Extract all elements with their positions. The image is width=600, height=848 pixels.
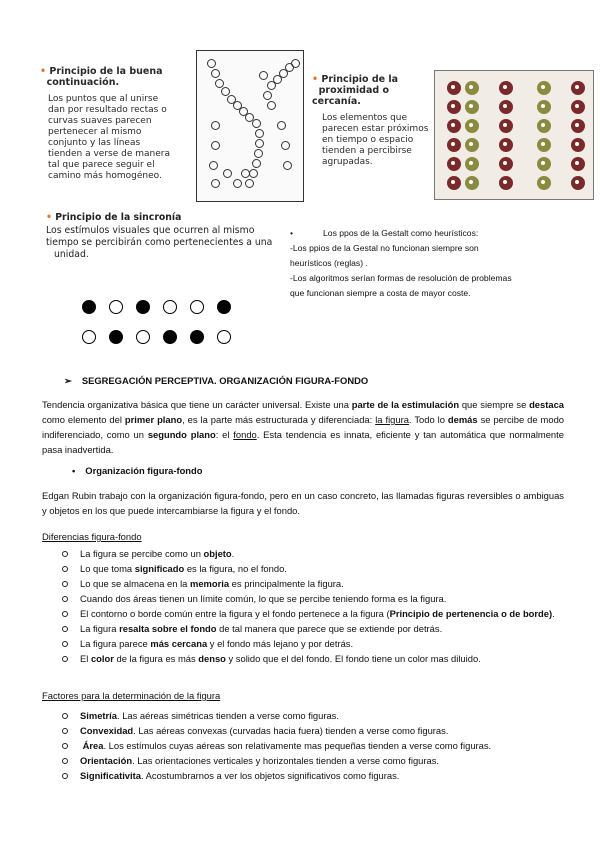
proximity-circle [465, 138, 479, 152]
list-item: El contorno o borde común entre la figura y el fondo pertenece a la figura (Principio de pertenencia o de borde). [42, 606, 572, 621]
proximity-title: • Principio de la proximidad o cercanía. [312, 74, 399, 107]
proximity-circle [537, 157, 551, 171]
list-item: Cuando dos áreas tienen un límite común, lo que se percibe teniendo forma es la figura. [42, 591, 572, 606]
continuation-dot [211, 69, 220, 78]
proximity-figure [434, 70, 594, 200]
proximity-circle [499, 176, 513, 190]
synchrony-dot [82, 330, 96, 344]
continuation-dot [283, 161, 292, 170]
synchrony-dot [136, 330, 150, 344]
synchrony-text-1: Los estímulos visuales que ocurren al mismo [46, 225, 255, 236]
synchrony-dot [109, 300, 123, 314]
continuation-line: conjunto y las líneas [48, 138, 141, 148]
continuation-line: dan por resultado rectas o [48, 105, 167, 115]
proximity-circle [447, 100, 461, 114]
synchrony-title: • Principio de la sincronía [46, 212, 182, 223]
synchrony-dot [217, 330, 231, 344]
proximity-circle [465, 100, 479, 114]
list-item: Orientación. Las orientaciones verticales y horizontales tienden a verse como figuras. [42, 753, 572, 768]
proximity-circle [537, 100, 551, 114]
heuristics-title: • Los ppos de la Gestalt como heurísticos: [290, 228, 479, 238]
proximity-circle [571, 157, 585, 171]
list-item: El color de la figura es más denso y solido que el del fondo. El fondo tiene un color mas diluido. [42, 651, 572, 666]
continuation-dot [233, 179, 242, 188]
list-item: La figura resalta sobre el fondo de tal manera que parece que se extiende por detrás. [42, 621, 572, 636]
list-item: Área. Los estímulos cuyas aéreas son relativamente mas pequeñas tienden a verse como figuras. [42, 738, 572, 753]
intro-paragraph: Tendencia organizativa básica que tiene un carácter universal. Existe una parte de la estimulación que siempre se destaca como elemento del primer plano, es la parte más estructurada y diferenciada: la figura. Todo lo demás se percibe de modo indiferenciado, como un segundo plano: el fondo. Esta tendencia es innata, eficiente y tan automática que normalmente pasa inadvertida. [42, 399, 565, 455]
proximity-caption [312, 74, 437, 168]
continuation-dot [259, 71, 268, 80]
proximity-circle [465, 157, 479, 171]
proximity-circle [499, 100, 513, 114]
continuation-line: tal que parece seguir el [48, 160, 155, 170]
proximity-circle [537, 138, 551, 152]
continuation-dot [211, 121, 220, 130]
synchrony-dot [190, 330, 204, 344]
continuation-caption [40, 66, 195, 182]
continuation-dot [277, 121, 286, 130]
proximity-circle [447, 81, 461, 95]
proximity-line: agrupadas. [322, 157, 373, 167]
continuation-dot [291, 59, 300, 68]
continuation-dot [255, 129, 264, 138]
proximity-line: Los elementos que [322, 113, 408, 123]
continuation-dot [211, 141, 220, 150]
synchrony-dot [163, 300, 177, 314]
continuation-dot [223, 169, 232, 178]
proximity-circle [571, 176, 585, 190]
continuation-line: tienden a verse de manera [48, 149, 170, 159]
continuation-dot [211, 179, 220, 188]
proximity-circle [499, 81, 513, 95]
synchrony-dot [136, 300, 150, 314]
continuation-line: curvas suaves parecen [48, 116, 152, 126]
proximity-circle [571, 100, 585, 114]
heuristics-line-3: -Los algoritmos serían formas de resolución de problemas [290, 273, 512, 283]
heuristics-note [290, 226, 590, 301]
heuristics-line-2: heurísticos (reglas) . [290, 258, 368, 268]
synchrony-text-2: tiempo se percibirán como pertenecientes a una [46, 237, 273, 248]
proximity-circle [537, 81, 551, 95]
arrow-icon: ➢ [64, 375, 72, 386]
synchrony-figure [82, 300, 242, 346]
continuation-dot [267, 101, 276, 110]
continuation-dot [245, 179, 254, 188]
proximity-line: tienden a percibirse [322, 146, 412, 156]
synchrony-dot [82, 300, 96, 314]
continuation-dot [254, 149, 263, 158]
continuation-dot [252, 119, 261, 128]
proximity-circle [447, 119, 461, 133]
continuation-dot [249, 169, 258, 178]
list-item: Significativita. Acostumbrarnos a ver los objetos significativos como figuras. [42, 768, 572, 783]
proximity-circle [537, 176, 551, 190]
synchrony-dot [163, 330, 177, 344]
continuation-dot [241, 169, 250, 178]
proximity-circle [499, 138, 513, 152]
synchrony-dot [190, 300, 204, 314]
continuation-line: pertenecer al mismo [48, 127, 142, 137]
continuation-dot [255, 139, 264, 148]
proximity-line: en tiempo o espacio [322, 135, 414, 145]
factors-list [42, 708, 572, 783]
proximity-circle [465, 119, 479, 133]
proximity-line: parecen estar próximos [322, 124, 429, 134]
proximity-circle [499, 119, 513, 133]
factors-title: Factores para la determinación de la figura [42, 690, 221, 701]
continuation-dot [252, 159, 261, 168]
list-item: La figura parece más cercana y el fondo más lejano y por detrás. [42, 636, 572, 651]
continuation-dot [207, 59, 216, 68]
differences-list [42, 546, 572, 666]
proximity-circle [465, 81, 479, 95]
synchrony-caption [46, 212, 296, 261]
continuation-line: camino más homogéneo. [48, 171, 162, 181]
differences-title: Diferencias figura-fondo [42, 531, 142, 542]
continuation-dot [263, 91, 272, 100]
rubin-paragraph: Edgan Rubin trabajo con la organización figura-fondo, pero en un caso concreto, las llamadas figuras reversibles o ambiguas y objetos en los que puede intercambiarse la figura y el fondo. [42, 490, 564, 516]
proximity-circle [537, 119, 551, 133]
proximity-circle [465, 176, 479, 190]
proximity-circle [499, 157, 513, 171]
heuristics-line-1: -Los ppios de la Gestal no funcionan siempre son [290, 243, 479, 253]
proximity-circle [447, 176, 461, 190]
continuation-line: Los puntos que al unirse [48, 94, 159, 104]
synchrony-text-3: unidad. [54, 249, 89, 260]
synchrony-dot [109, 330, 123, 344]
proximity-circle [571, 81, 585, 95]
continuation-figure [196, 50, 304, 202]
section-heading: ➢ SEGREGACIÓN PERCEPTIVA. ORGANIZACIÓN FIGURA-FONDO [64, 375, 369, 386]
continuation-dot [281, 141, 290, 150]
continuation-title: • Principio de la buena continuación. [40, 66, 163, 88]
bullet-heading: • Organización figura-fondo [72, 465, 203, 476]
proximity-circle [447, 157, 461, 171]
list-item: Simetría. Las aéreas simétricas tienden a verse como figuras. [42, 708, 572, 723]
list-item: Convexidad. Las aéreas convexas (curvadas hacia fuera) tienden a verse como figuras. [42, 723, 572, 738]
synchrony-dot [217, 300, 231, 314]
continuation-dot [209, 161, 218, 170]
heuristics-line-4: que funcionan siempre a costa de mayor coste. [290, 288, 471, 298]
list-item: Lo que se almacena en la memoria es principalmente la figura. [42, 576, 572, 591]
proximity-circle [571, 138, 585, 152]
proximity-circle [447, 138, 461, 152]
list-item: La figura se percibe como un objeto. [42, 546, 572, 561]
proximity-circle [571, 119, 585, 133]
list-item: Lo que toma significado es la figura, no el fondo. [42, 561, 572, 576]
